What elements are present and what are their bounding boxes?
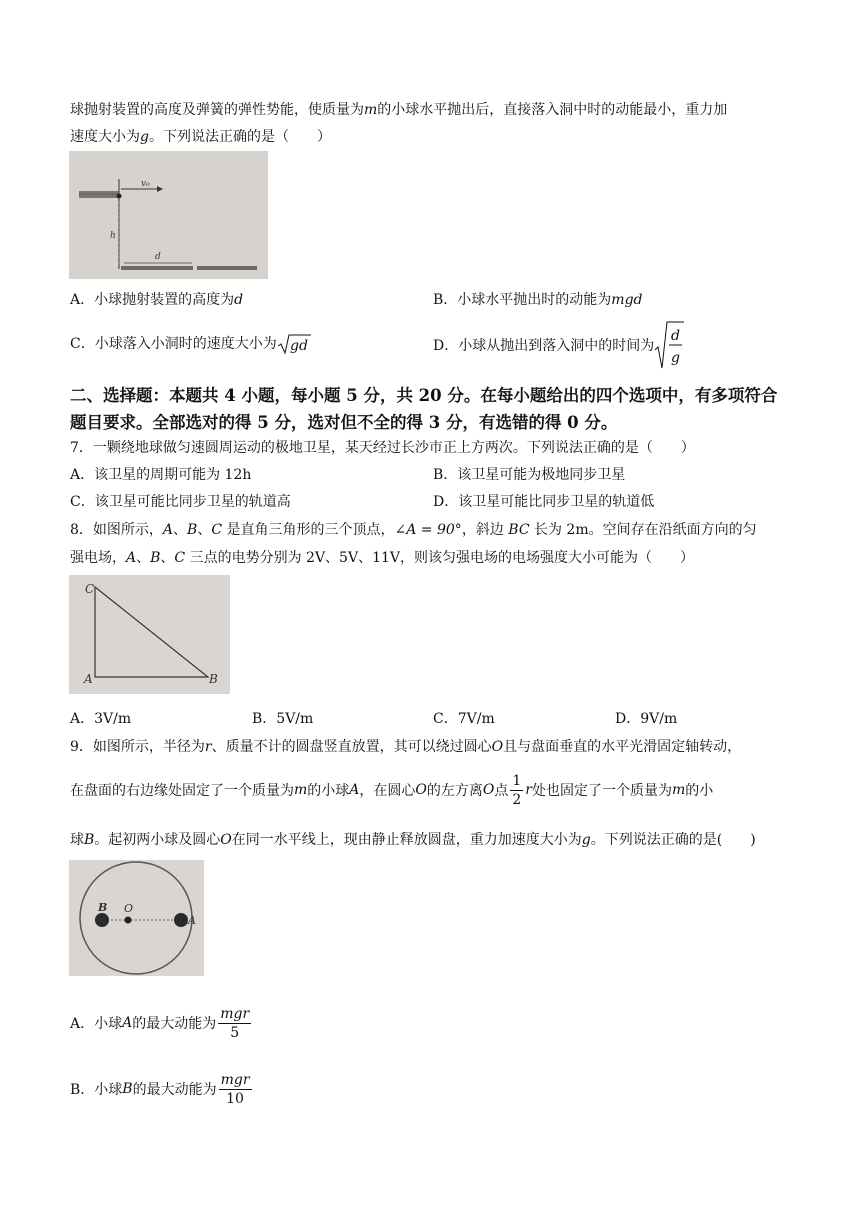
var-m: m [364,102,378,118]
text: 三点的电势分别为 2V、5V、11V，则该匀强电场的电场强度大小可能为（ ） [185,550,694,566]
q9-option-a [70,1000,253,1046]
frac-num: mgr [220,1071,250,1088]
d-label: d [155,252,161,262]
text: 的小球 [307,783,350,799]
var-d: d [234,292,244,308]
text: 的最大动能为 [132,1082,217,1098]
var-bc: BC [508,522,530,538]
var-g: g [581,832,591,848]
text: 的小球水平抛出后，直接落入洞中时的动能最小，重力加 [377,102,728,118]
sqrt-d-over-g [654,320,684,370]
text: 的最大动能为 [132,1016,217,1032]
text: 、 [197,522,212,538]
text: 是直角三角形的三个顶点， [222,522,395,538]
q9-figure [69,860,204,976]
frac-num: mgr [220,1005,250,1022]
q7-option-a: A．该卫星的周期可能为 12h [70,467,252,483]
text: 长为 2m。空间存在沿纸面方向的匀 [529,522,757,538]
center-o-label: O [124,902,134,915]
var-b: B [84,832,95,848]
q8-stem-line1 [70,519,757,539]
var-mgd: mgd [611,292,643,308]
var-g: g [140,129,149,145]
q6-option-b [433,289,643,309]
text: 的小 [685,783,714,799]
text: 8．如图所示， [70,522,163,538]
text: 处也固定了一个质量为 [532,783,672,799]
frac-den: g [671,350,681,366]
text: 、 [173,522,188,538]
text: 速度大小为 [70,129,140,145]
q6-option-d [433,320,684,370]
fraction-one-half [510,772,523,809]
var-a: A [349,782,360,798]
fraction-mgr-5 [218,1005,251,1042]
var-a: A [122,1015,133,1031]
text: 球抛射装置的高度及弹簧的弹性势能，使质量为 [70,102,364,118]
var-o: O [482,782,495,798]
var-b: B [150,550,161,566]
text: 的左方离 [426,783,483,799]
q6-option-c [70,333,311,355]
frac-num: d [671,328,681,344]
var-a: A [126,550,137,566]
q9-stem-line3 [70,829,756,849]
q6-stem-line2 [70,126,331,146]
vertex-b-label: B [209,672,218,686]
q8-option-a: A．3V/m [70,711,132,727]
angle-expr: ∠A = 90° [394,522,462,538]
text: 点 [494,783,509,799]
text: D．小球从抛出到落入洞中的时间为 [433,338,655,354]
var-o: O [491,739,504,755]
text: 。下列说法正确的是（ ） [148,129,331,145]
h-label: h [110,231,116,241]
text: ，在圆心 [359,783,416,799]
text: 在盘面的右边缘处固定了一个质量为 [70,783,294,799]
text: 在同一水平线上，现由静止释放圆盘，重力加速度大小为 [231,832,582,848]
var-c: C [211,522,223,538]
q8-option-d: D．9V/m [615,711,678,727]
q8-option-b: B．5V/m [252,711,314,727]
var-gd: gd [289,338,308,354]
var-b: B [122,1081,133,1097]
text: A．小球抛射装置的高度为 [70,292,235,308]
ball-a-label: A [188,914,196,927]
q7-option-c: C．该卫星可能比同步卫星的轨道高 [70,494,291,510]
vertex-c-label: C [85,582,95,596]
var-b: B [187,522,198,538]
var-o: O [220,832,232,848]
text: 强电场， [70,550,126,566]
q6-option-a [70,289,243,309]
ball-b-label: B [98,901,108,914]
text: 、 [136,550,151,566]
q9-stem-line1 [70,736,741,756]
text: 球 [70,832,84,848]
text: B．小球 [70,1082,123,1098]
q7-stem: 7．一颗绕地球做匀速圆周运动的极地卫星，某天经过长沙市正上方两次。下列说法正确的是（ ） [70,440,695,456]
q7-option-d: D．该卫星可能比同步卫星的轨道低 [433,494,655,510]
var-r: r [204,739,212,755]
text: B．小球水平抛出时的动能为 [433,292,612,308]
var-m: m [672,782,686,798]
text: 。下列说法正确的是( ) [590,832,756,848]
section-heading-line2: 题目要求。全部选对的得 5 分，选对但不全的得 3 分，有选错的得 0 分。 [70,413,618,432]
text: ，斜边 [461,522,509,538]
text: 9．如图所示，半径为 [70,739,205,755]
text: 、 [160,550,175,566]
q6-stem-line1 [70,99,727,119]
var-m: m [294,782,308,798]
text: A．小球 [70,1016,123,1032]
q8-option-c: C．7V/m [433,711,495,727]
text: 、质量不计的圆盘竖直放置，其可以绕过圆心 [211,739,492,755]
v0-label: v₀ [141,179,150,189]
q7-option-b: B．该卫星可能为极地同步卫星 [433,467,626,483]
q8-figure [69,575,230,694]
frac-den: 10 [226,1090,244,1107]
sqrt-gd [277,333,311,355]
var-r: r [525,782,532,798]
text: C．小球落入小洞时的速度大小为 [70,336,277,352]
var-a: A [162,522,174,538]
frac-num: 1 [512,772,522,789]
q8-stem-line2 [70,547,694,567]
q9-stem-line2 [70,770,713,810]
frac-den: 2 [512,791,522,808]
q6-figure [69,151,268,279]
var-c: C [174,550,186,566]
section-heading-line1: 二、选择题：本题共 4 小题，每小题 5 分，共 20 分。在每小题给出的四个选项中，有多项符合 [70,386,778,405]
text: 。起初两小球及圆心 [94,832,221,848]
vertex-a-label: A [84,672,93,686]
var-o: O [415,782,427,798]
fraction-mgr-10 [219,1071,252,1108]
q9-option-b [70,1066,254,1112]
frac-den: 5 [230,1024,240,1041]
text: 且与盘面垂直的水平光滑固定轴转动， [503,739,742,755]
